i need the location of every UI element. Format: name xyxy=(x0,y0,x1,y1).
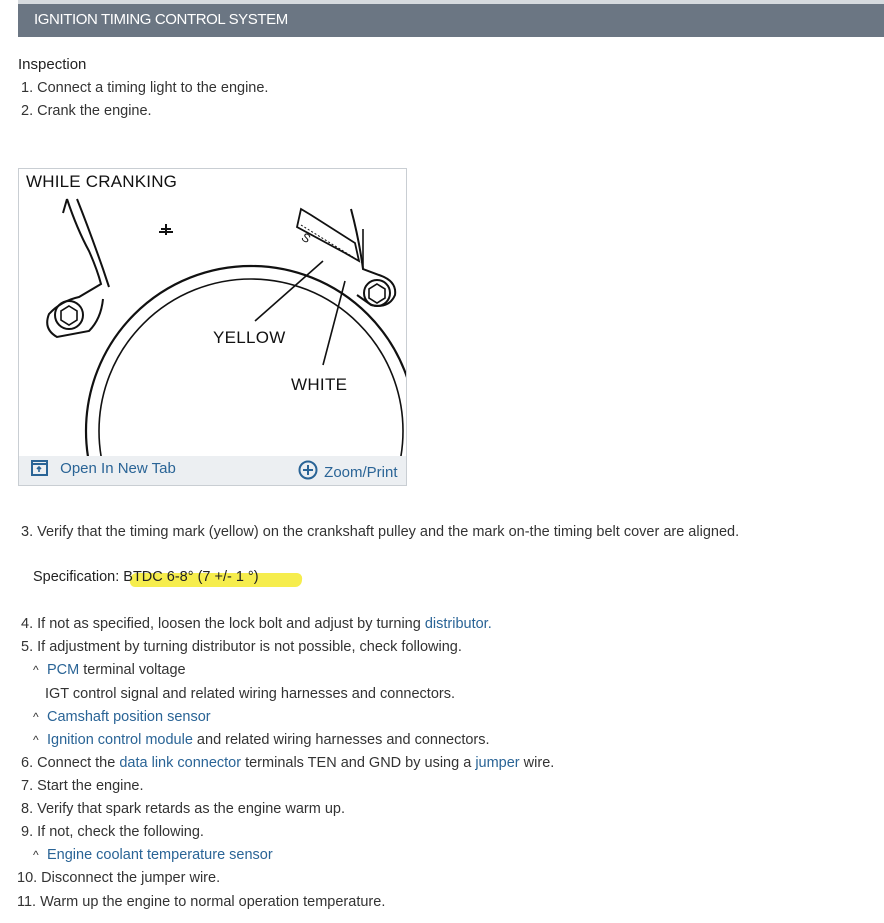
step-6 xyxy=(21,755,554,771)
step-4 xyxy=(21,616,492,632)
figure-toolbar xyxy=(19,456,406,485)
figure-heading: WHILE CRANKING xyxy=(26,172,178,191)
caret-icon: ^ xyxy=(33,710,39,724)
step-10: 10. Disconnect the jumper wire. xyxy=(17,870,221,886)
step-7: 7. Start the engine. xyxy=(21,778,144,794)
step-5: 5. If adjustment by turning distributor is not possible, check following. xyxy=(21,639,462,655)
step-4-period: . xyxy=(487,616,492,632)
section-header-bar xyxy=(18,0,884,37)
caret-icon: ^ xyxy=(33,663,39,677)
step-6-text: 6. Connect the xyxy=(21,755,120,771)
link-distributor[interactable]: distributor xyxy=(424,616,488,632)
scale-mark: S xyxy=(298,229,314,247)
page-title: IGNITION TIMING CONTROL SYSTEM xyxy=(34,11,288,28)
caret-icon: ^ xyxy=(33,848,39,862)
caret-icon: ^ xyxy=(33,733,39,747)
timing-figure xyxy=(18,168,407,486)
link-ignition-control-module[interactable]: Ignition control module xyxy=(47,732,193,748)
label-white: WHITE xyxy=(291,375,348,394)
label-yellow: YELLOW xyxy=(213,328,286,347)
spec-label: Specification: xyxy=(33,569,120,585)
step-2: 2. Crank the engine. xyxy=(21,103,152,119)
link-camshaft-position-sensor[interactable]: Camshaft position sensor xyxy=(47,709,211,725)
link-engine-coolant-temperature-sensor[interactable]: Engine coolant temperature sensor xyxy=(47,847,273,863)
timing-diagram xyxy=(19,169,406,456)
link-data-link-connector[interactable]: data link connector xyxy=(119,755,242,771)
spec-value: BTDC 6-8° (7 +/- 1 °) xyxy=(123,569,259,585)
step-1: 1. Connect a timing light to the engine. xyxy=(21,80,269,96)
open-in-new-tab-button[interactable] xyxy=(31,460,176,477)
step-9: 9. If not, check the following. xyxy=(21,824,204,840)
open-tab-icon xyxy=(31,460,48,476)
sub-item-pcm-text: terminal voltage xyxy=(79,662,186,678)
zoom-print-button[interactable] xyxy=(298,460,398,481)
step-4-text: 4. If not as specified, loosen the lock bolt and adjust by turning xyxy=(21,616,425,632)
specification xyxy=(33,569,259,585)
sub-item-ignition-text: and related wiring harnesses and connectors. xyxy=(192,732,490,748)
step-6-mid: terminals TEN and GND by using a xyxy=(241,755,476,771)
sub-item-pcm xyxy=(33,662,186,678)
step-11: 11. Warm up the engine to normal operation temperature. xyxy=(17,894,386,910)
zoom-plus-icon xyxy=(298,460,318,480)
step-3: 3. Verify that the timing mark (yellow) on the crankshaft pulley and the mark on-the timing belt cover are aligned. xyxy=(21,524,740,540)
step-8: 8. Verify that spark retards as the engine warm up. xyxy=(21,801,345,817)
sub-item-igt: IGT control signal and related wiring harnesses and connectors. xyxy=(45,686,455,702)
inspection-heading: Inspection xyxy=(18,56,87,73)
sub-item-ignition-module xyxy=(33,732,490,748)
sub-item-coolant xyxy=(33,847,273,863)
open-in-new-tab-label: Open In New Tab xyxy=(60,460,176,477)
link-pcm[interactable]: PCM xyxy=(47,662,80,678)
sub-item-camshaft xyxy=(33,709,211,725)
zoom-print-label: Zoom/Print xyxy=(324,464,398,481)
step-6-end: wire. xyxy=(519,755,555,771)
link-jumper[interactable]: jumper xyxy=(475,755,520,771)
